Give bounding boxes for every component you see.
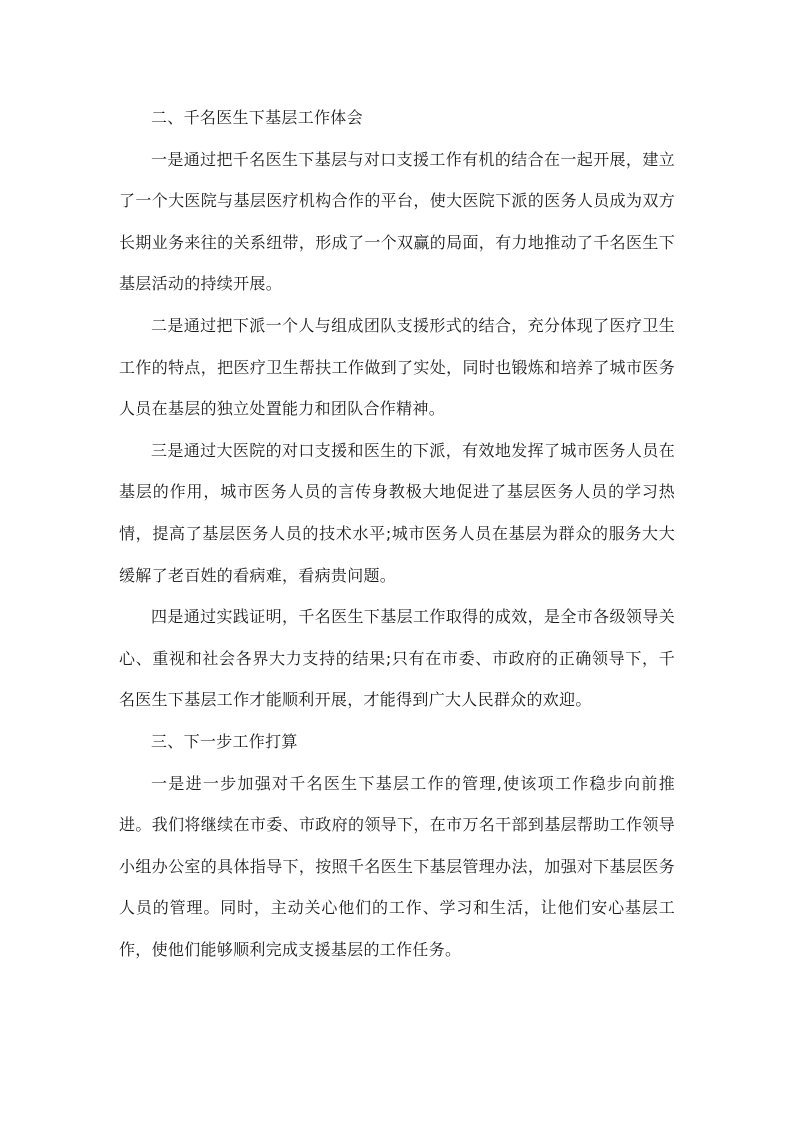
paragraph-experience-1: 一是通过把千名医生下基层与对口支援工作有机的结合在一起开展，建立了一个大医院与基层医疗机构合作的平台，使大医院下派的医务人员成为双方长期业务来往的关系纽带，形成了一个双赢的局面，有力地推动了千名医生下基层活动的持续开展。 [119, 149, 675, 294]
section-heading-experience: 二、千名医生下基层工作体会 [151, 108, 363, 127]
paragraph-next-steps-1: 一是进一步加强对千名医生下基层工作的管理,使该项工作稳步向前推进。我们将继续在市委、市政府的领导下，在市万名干部到基层帮助工作领导小组办公室的具体指导下，按照千名医生下基层管理办法，加强对下基层医务人员的管理。同时，主动关心他们的工作、学习和生活，让他们安心基层工作，使他们能够顺利完成支援基层的工作任务。 [119, 773, 675, 959]
paragraph-experience-3: 三是通过大医院的对口支援和医生的下派，有效地发挥了城市医务人员在基层的作用，城市医务人员的言传身教极大地促进了基层医务人员的学习热情，提高了基层医务人员的技术水平;城市医务人员在基层为群众的服务大大缓解了老百姓的看病难，看病贵问题。 [119, 440, 675, 585]
section-heading-next-steps: 三、下一步工作打算 [151, 731, 298, 751]
document-body [119, 97, 675, 970]
paragraph-experience-4: 四是通过实践证明，千名医生下基层工作取得的成效，是全市各级领导关心、重视和社会各界大力支持的结果;只有在市委、市政府的正确领导下，千名医生下基层工作才能顺利开展，才能得到广大人民群众的欢迎。 [119, 607, 675, 710]
paragraph-experience-2: 二是通过把下派一个人与组成团队支援形式的结合，充分体现了医疗卫生工作的特点，把医疗卫生帮扶工作做到了实处，同时也锻炼和培养了城市医务人员在基层的独立处置能力和团队合作精神。 [119, 315, 675, 419]
